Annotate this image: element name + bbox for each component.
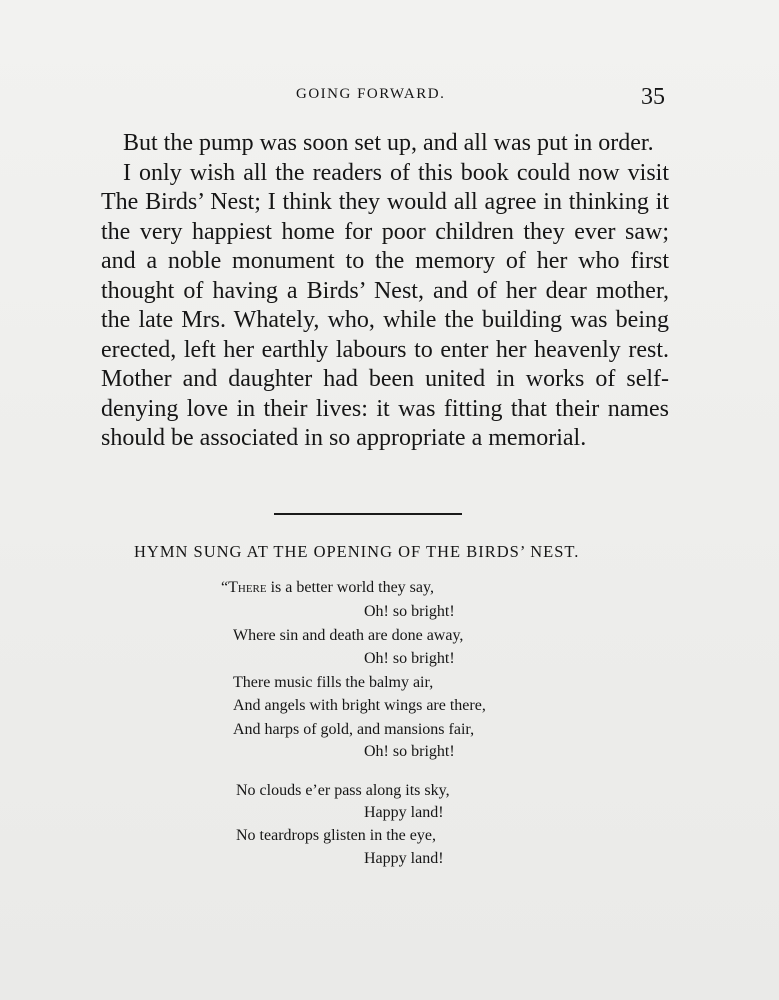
paragraph-2: I only wish all the readers of this book could now visit The Birds’ Nest; I think they would all agree in thinking it the very happiest home for poor children they ever saw; and a noble monument to the memory of her who first thought of having a Birds’ Nest, and of her dear mother, the late Mrs. Whately, who, while the building was being erected, left her earthly labours to enter her heavenly rest. Mother and daughter had been united in works of self-denying love in their lives: it was fitting that their names should be associated in so appropriate a memorial.	[101, 159, 669, 451]
verse-line-rest: is a better world they say,	[266, 579, 434, 596]
verse-first-word: There	[228, 579, 267, 596]
verse-refrain: Oh! so bright!	[364, 743, 455, 760]
body-text	[101, 129, 669, 454]
verse-line	[221, 578, 434, 598]
paragraph-1: But the pump was soon set up, and all was put in order.	[123, 130, 654, 156]
verse-refrain: Oh! so bright!	[364, 650, 455, 667]
verse-refrain: Happy land!	[364, 804, 444, 821]
section-divider	[274, 513, 462, 515]
page-number: 35	[641, 84, 665, 110]
verse-refrain: Oh! so bright!	[364, 603, 455, 620]
hymn-title: HYMN SUNG AT THE OPENING OF THE BIRDS’ NEST.	[134, 542, 580, 561]
running-title: GOING FORWARD.	[296, 86, 446, 102]
opening-quote: “	[221, 579, 229, 596]
verse-line: Where sin and death are done away,	[233, 627, 464, 644]
verse-line: And harps of gold, and mansions fair,	[233, 721, 475, 738]
verse-line: And angels with bright wings are there,	[233, 697, 486, 714]
verse-line: No clouds e’er pass along its sky,	[236, 782, 450, 799]
verse-line: There music fills the balmy air,	[233, 674, 434, 691]
verse-refrain: Happy land!	[364, 850, 444, 867]
verse-line: No teardrops glisten in the eye,	[236, 827, 436, 844]
